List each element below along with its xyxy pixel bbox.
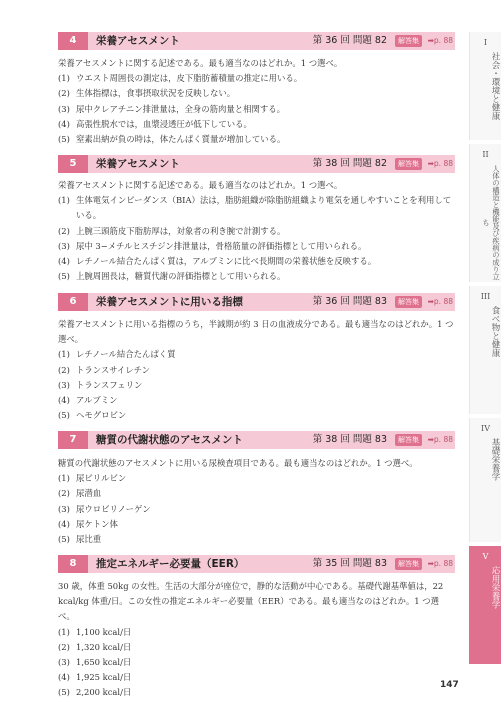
chapter-tab-3[interactable]	[469, 286, 501, 414]
option: (2) 尿潜血	[58, 488, 102, 499]
option: (4) レチノール結合たんぱく質は，アルブミンに比べ長期間の栄養状態を反映する。	[58, 256, 377, 267]
question-body	[58, 456, 455, 547]
question-body	[58, 178, 455, 284]
option: (1) レチノール結合たんぱく質	[58, 349, 176, 360]
question-number: 4	[58, 32, 88, 50]
option: (4) 1,925 kcal/日	[58, 672, 132, 683]
chapter-tab-2[interactable]	[469, 144, 501, 282]
question-body	[58, 579, 455, 701]
option: (3) 1,650 kcal/日	[58, 657, 132, 668]
chapter-label: 応用栄養学	[490, 566, 500, 609]
chapter-label: 食べ物と健康	[490, 306, 500, 357]
chapter-label: 社会・環境と健康	[490, 52, 500, 120]
answer-badge[interactable]: 解答集	[395, 158, 422, 170]
page-number: 147	[440, 680, 459, 690]
option: (3) 尿ウロビリノーゲン	[58, 503, 151, 514]
option: (3) 尿中クレアチニン排泄量は，全身の筋肉量と相関する。	[58, 103, 286, 114]
chapter-roman: IV	[481, 424, 490, 433]
question-header	[58, 32, 455, 50]
question-header	[58, 431, 455, 449]
chapter-roman: III	[480, 292, 491, 301]
question-stem: 栄養アセスメントに関する記述である。最も適当なのはどれか。1 つ選べ。	[58, 58, 343, 68]
question-title: 栄養アセスメント	[96, 158, 180, 170]
answer-page-link[interactable]: ➡p. 88	[427, 435, 453, 444]
question-stem: 栄養アセスメントに用いる指標のうち，半減期が約 3 日の血液成分である。最も適当なのはどれか。1 つ選べ。	[58, 319, 454, 345]
question-title: 推定エネルギー必要量（EER）	[96, 558, 245, 570]
option: (4) アルブミン	[58, 395, 118, 406]
option: (1) ウエスト周囲長の測定は，皮下脂肪蓄積量の推定に用いる。	[58, 73, 303, 84]
answer-page-link[interactable]: ➡p. 88	[427, 36, 453, 45]
answer-page-link[interactable]: ➡p. 88	[427, 559, 453, 568]
chapter-roman: I	[483, 38, 488, 47]
option: (3) 尿中 3−メチルヒスチジン排泄量は，骨格筋量の評価指標として用いられる。	[58, 240, 367, 251]
option: (5) 上腕周囲長は，糖質代謝の評価指標として用いられる。	[58, 271, 286, 282]
question-body	[58, 56, 455, 147]
option: (3) トランスフェリン	[58, 379, 143, 390]
option: (1) 生体電気インピーダンス（BIA）法は，脂肪組織が除脂肪組織より電気を通しやすいことを利用している。	[58, 195, 452, 221]
option: (5) 2,200 kcal/日	[58, 687, 132, 698]
option: (2) トランスサイレチン	[58, 364, 150, 375]
question-number: 8	[58, 555, 88, 573]
chapter-tab-1[interactable]	[469, 32, 501, 140]
option: (5) 尿比重	[58, 534, 102, 545]
option: (5) 窒素出納が負の時は，体たんぱく質量が増加している。	[58, 134, 286, 145]
chapter-label: 人体の構造と機能及び疾病の成り立ち	[482, 165, 501, 281]
exam-reference: 第 38 回 問題 82	[312, 158, 387, 169]
question-header	[58, 555, 455, 573]
option: (4) 尿ケトン体	[58, 518, 118, 529]
answer-badge[interactable]: 解答集	[395, 35, 422, 47]
question-title: 栄養アセスメントに用いる指標	[96, 296, 243, 308]
answer-badge[interactable]: 解答集	[395, 558, 422, 570]
question-title: 栄養アセスメント	[96, 35, 180, 47]
answer-page-link[interactable]: ➡p. 88	[427, 159, 453, 168]
option: (2) 上腕三頭筋皮下脂肪厚は，対象者の利き腕で計測する。	[58, 225, 286, 236]
question-number: 6	[58, 293, 88, 311]
option: (1) 尿ビリルビン	[58, 473, 127, 484]
chapter-roman: V	[482, 552, 489, 561]
answer-page-link[interactable]: ➡p. 88	[427, 297, 453, 306]
option: (5) ヘモグロビン	[58, 410, 127, 421]
question-body	[58, 317, 455, 423]
question-stem: 30 歳，体重 50kg の女性。生活の大部分が座位で，静的な活動が中心である。基礎代謝基準値は，22 kcal/kg 体重/日。この女性の推定エネルギー必要量（EER）である。最も適当なのはどれか。1 つ選べ。	[58, 581, 444, 622]
chapter-tab-4[interactable]	[469, 418, 501, 542]
question-header	[58, 293, 455, 311]
option: (4) 高張性脱水では，血漿浸透圧が低下している。	[58, 118, 252, 129]
question-stem: 栄養アセスメントに関する記述である。最も適当なのはどれか。1 つ選べ。	[58, 180, 343, 190]
exam-reference: 第 35 回 問題 83	[312, 558, 387, 569]
question-stem: 糖質の代謝状態のアセスメントに用いる尿検査項目である。最も適当なのはどれか。1 つ選べ。	[58, 458, 418, 468]
exam-reference: 第 36 回 問題 82	[312, 35, 387, 46]
option: (1) 1,100 kcal/日	[58, 626, 132, 637]
question-title: 糖質の代謝状態のアセスメント	[96, 434, 243, 446]
answer-badge[interactable]: 解答集	[395, 296, 422, 308]
chapter-label: 基礎栄養学	[490, 438, 500, 481]
question-number: 5	[58, 155, 88, 173]
option: (2) 1,320 kcal/日	[58, 641, 132, 652]
chapter-tab-5[interactable]	[469, 546, 501, 664]
exam-reference: 第 36 回 問題 83	[312, 296, 387, 307]
answer-badge[interactable]: 解答集	[395, 434, 422, 446]
option: (2) 生体指標は，食事摂取状況を反映しない。	[58, 88, 236, 99]
question-header	[58, 155, 455, 173]
exam-reference: 第 38 回 問題 83	[312, 434, 387, 445]
chapter-roman: II	[482, 150, 489, 159]
question-number: 7	[58, 431, 88, 449]
